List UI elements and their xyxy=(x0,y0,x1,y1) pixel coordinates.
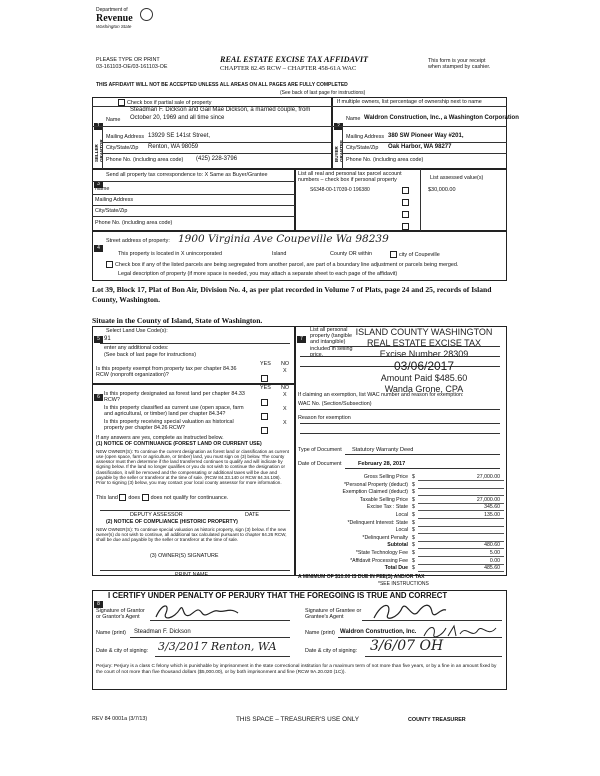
tax-row-currency: $ xyxy=(412,474,415,480)
parcel-checkbox-3[interactable] xyxy=(402,211,409,218)
historic-question: Is this property receiving special valuation as historical property per chapter 84.26 RCW? xyxy=(104,419,234,432)
notice1-text: NEW OWNER(S): To continue the current designation as forest land or classification as current use (open space, farm or agriculture, or timber) land, you must sign on (3) below. The county assessor must then determine if the land transferred continues to qualify and will indicate by signing below. If the land no longer qualifies or you do not wish to continue the designation or classification, it will be removed and the compensating or additional taxes will be due and payable by the seller or transferor at the time of sale. (RCW 84.33.140 or RCW 84.34.108). Prior to signing (3) below, you may contact your local county assessor for more information. xyxy=(96,449,289,485)
grantor-name-label: Name (print) xyxy=(96,630,126,636)
claiming-exemption-label: If claiming an exemption, list WAC number and reason for exemption: xyxy=(298,392,464,398)
legal-label: Legal description of property (if more space is needed, you may attach a separate sheet to each page of the affidavit) xyxy=(118,271,398,277)
parcel-checkbox-1[interactable] xyxy=(402,187,409,194)
seller-phone-value: (425) 228-3796 xyxy=(196,156,238,162)
segregated-box[interactable] xyxy=(106,261,113,268)
land-does-not-box[interactable] xyxy=(142,494,149,501)
deputy-assessor: DEPUTY ASSESSOR xyxy=(130,512,183,518)
tax-row xyxy=(300,497,504,505)
land-use-code: 91 xyxy=(104,336,111,342)
county-treasurer: COUNTY TREASURER xyxy=(408,717,466,723)
partial-sale-box[interactable] xyxy=(118,99,125,106)
date-doc-label: Date of Document xyxy=(298,461,342,467)
tax-row xyxy=(300,512,504,520)
warning-line: THIS AFFIDAVIT WILL NOT BE ACCEPTED UNLESS ALL AREAS ON ALL PAGES ARE FULLY COMPLETED xyxy=(96,82,348,88)
seller-city-value: Renton, WA 98059 xyxy=(148,144,199,150)
tax-row-label: Taxable Selling Price xyxy=(359,496,408,503)
tax-row-label: *State Technology Fee xyxy=(355,549,408,556)
buyer-city-label: City/State/Zip xyxy=(346,145,379,151)
tax-row xyxy=(300,558,504,566)
seller-name-value: Steadman F. Dickson and Gail Mae Dickson, a married couple, from October 20, 1969 and all time since xyxy=(130,107,311,121)
section3-phone: Phone No. (including area code) xyxy=(95,220,173,226)
tax-row-value: 5.00 xyxy=(489,549,500,556)
dept-logo xyxy=(96,8,156,46)
tax-row-label: Excise Tax : State xyxy=(366,504,408,511)
street-label: Street address of property: xyxy=(106,238,170,244)
buyer-phone-label: Phone No. (including area code) xyxy=(346,157,424,163)
print-name-label: PRINT NAME xyxy=(175,572,209,578)
tax-row-currency: $ xyxy=(412,511,415,518)
tax-row-value: 135.00 xyxy=(484,511,500,518)
section8-number: 8 xyxy=(94,592,103,610)
city-of-label xyxy=(390,251,440,258)
yes-header-6: YES xyxy=(260,385,271,391)
land-does-not-label: does not qualify for continuance. xyxy=(150,494,229,501)
seller-phone-label: Phone No. (including area code) xyxy=(106,157,184,163)
section7-number: 7 xyxy=(297,327,306,345)
grantee-date-city: 3/6/07 OH xyxy=(370,638,444,654)
chapter-line: CHAPTER 82.45 RCW – CHAPTER 458-61A WAC xyxy=(220,65,357,72)
seller-mailing-value: 13929 SE 141st Street, xyxy=(148,133,211,139)
legal-description: Lot 39, Block 17, Plat of Bon Air, Division No. 4, as per plat recorded in Volume 7 of Plats, page 24 and 25, records of Island County, Washington. xyxy=(92,285,492,305)
notice2-text: NEW OWNER(S): To continue special valuation as historic property, sign (3) below. If the new owner(s) do not wish to continue, all additional tax calculated pursuant to chapter 84.26 RCW, shall be due and payable by the seller or transferor at the time of sale. xyxy=(96,527,287,543)
dept-line1: Department of xyxy=(96,7,128,13)
date-doc-value: February 28, 2017 xyxy=(358,461,406,467)
stamp-line5: Amount Paid $485.60 xyxy=(380,373,468,383)
tax-row-value: 485.60 xyxy=(484,565,500,572)
buyer-mailing-label: Mailing Address xyxy=(346,134,385,140)
tax-table xyxy=(300,474,504,573)
yes-header-5: YES xyxy=(260,361,271,367)
multiple-owners-note: If multiple owners, list percentage of ownership next to name xyxy=(337,99,482,105)
tax-row xyxy=(300,565,504,573)
type-doc-label: Type of Document xyxy=(298,447,342,453)
island-label: Island xyxy=(272,251,287,257)
tax-row-currency: $ xyxy=(412,489,415,496)
stamp-line4: 03/06/2017 xyxy=(393,359,455,373)
certify-line: I CERTIFY UNDER PENALTY OF PERJURY THAT THE FOREGOING IS TRUE AND CORRECT xyxy=(108,591,448,600)
dept-line2: Revenue xyxy=(96,12,133,24)
segregated-text: Check box if any of the listed parcels are being segregated from another parcel, are part of a boundary line adjustment or parcels being merged. xyxy=(115,261,459,268)
tax-row-label: *Delinquent Interest: State xyxy=(347,519,408,526)
grantee-name-label: Name (print) xyxy=(305,630,335,636)
tax-row-currency: $ xyxy=(412,557,415,564)
tax-row-value: 345.60 xyxy=(484,504,500,511)
land-does-box[interactable] xyxy=(119,494,126,501)
personal-property-label: List all personal property (tangible and intangible) included in selling price. xyxy=(310,327,353,358)
tax-rows xyxy=(300,474,504,573)
grantor-sig-label: Signature of Grantor or Grantor's Agent xyxy=(96,608,145,621)
see-back-line: (See back of last page for instructions) xyxy=(280,90,366,96)
tax-row-label: Exemption Claimed (deduct) xyxy=(342,489,408,496)
tax-row-currency: $ xyxy=(412,542,415,549)
forest-question: Is this property designated as forest land per chapter 84.33 RCW? xyxy=(104,391,245,404)
buyer-section-number: 2 xyxy=(334,114,343,132)
tax-row-value: 27,000.00 xyxy=(476,496,500,503)
buyer-mailing-value: 380 SW Pioneer Way #201, xyxy=(388,133,464,139)
no-header-5: NO xyxy=(281,361,290,367)
situate-line: Situate in the County of Island, State of Washington. xyxy=(92,316,263,325)
tax-row-label: *Affidavit Processing Fee xyxy=(350,557,408,564)
type-doc-value: Statutory Warranty Deed xyxy=(352,447,414,453)
city-of-checkbox[interactable] xyxy=(390,251,397,258)
stamp-line6: Wanda Grone, CPA xyxy=(384,384,464,394)
tax-row-label: *Personal Property (deduct) xyxy=(343,481,408,488)
stamp-line2: REAL ESTATE EXCISE TAX xyxy=(366,338,482,348)
tax-row xyxy=(300,550,504,558)
tax-row xyxy=(300,482,504,490)
section6-number: 6 xyxy=(94,385,103,403)
page-title: REAL ESTATE EXCISE TAX AFFIDAVIT xyxy=(220,55,369,64)
seller-name-label: Name xyxy=(106,117,121,123)
parcel-checkbox-4[interactable] xyxy=(402,223,409,230)
buyer-name-value: Waldron Construction, Inc., a Washington Corporation xyxy=(364,115,519,121)
treasurer-space: THIS SPACE – TREASURER'S USE ONLY xyxy=(236,716,360,723)
tax-row xyxy=(300,535,504,543)
tax-row-value: 480.60 xyxy=(484,542,500,549)
land-use-label: Select Land Use Code(s): xyxy=(106,328,168,334)
form-codes: 03-161103-OE/03-161103-OE xyxy=(96,64,168,70)
tax-row xyxy=(300,542,504,550)
tax-row-currency: $ xyxy=(412,534,415,541)
see-instructions: *SEE INSTRUCTIONS xyxy=(378,581,429,587)
located-in: This property is located in X unincorporated xyxy=(118,251,222,257)
notice1-title: (1) NOTICE OF CONTINUANCE (FOREST LAND OR CURRENT USE) xyxy=(96,441,262,447)
wac-label: WAC No. (Section/Subsection) xyxy=(298,401,372,407)
any-yes-note: If any answers are yes, complete as instructed below. xyxy=(96,435,224,441)
current-use-no-mark: X xyxy=(283,406,287,412)
section4-number: 4 xyxy=(94,236,103,254)
tax-row xyxy=(300,489,504,497)
current-use-question: Is this property classified as current use (open space, farm and agricultural, or timber) land per chapter 84.34? xyxy=(104,405,244,418)
seller-city-label: City/State/Zip xyxy=(106,145,139,151)
grantee-name: Waldron Construction, Inc. xyxy=(340,629,417,635)
this-land-line xyxy=(96,494,228,501)
section3-city: City/State/Zip xyxy=(95,208,128,214)
no-header-6: NO xyxy=(281,385,290,391)
grantor-name: Steadman F. Dickson xyxy=(134,629,191,635)
tax-row xyxy=(300,504,504,512)
reason-label: Reason for exemption xyxy=(298,415,351,421)
tax-row-currency: $ xyxy=(412,481,415,488)
owner-signature-label: (3) OWNER(S) SIGNATURE xyxy=(150,553,219,559)
tax-row-label: Subtotal xyxy=(387,542,408,549)
excise-stamp xyxy=(345,327,503,395)
section5-see-back: (See back of last page for instructions) xyxy=(104,352,196,358)
seller-section-number: 1 xyxy=(94,114,103,132)
dept-line3: Washington State xyxy=(96,23,132,29)
grantor-signature xyxy=(152,601,242,627)
historic-yes-box[interactable] xyxy=(261,421,270,439)
section3-label: Send all property tax correspondence to: X Same as Buyer/Grantee xyxy=(106,172,268,178)
tax-row-label: Gross Selling Price xyxy=(363,474,408,480)
receipt-note1: This form is your receipt xyxy=(428,58,486,64)
exempt-question: Is this property exempt from property tax per chapter 84.36 RCW (nonprofit organization)? xyxy=(96,366,237,379)
partial-sale-label: Check box if partial sale of property xyxy=(127,99,212,106)
grantor-date-city: 3/3/2017 Renton, WA xyxy=(158,640,277,653)
section5-number: 5 xyxy=(94,327,103,345)
tax-row xyxy=(300,527,504,535)
assessed-header: List assessed value(s) xyxy=(430,175,484,181)
additional-codes: enter any additional codes: xyxy=(104,345,169,351)
segregated-checkbox[interactable] xyxy=(106,261,504,268)
tax-row xyxy=(300,474,504,482)
rev-code: REV 84 0001a (3/7/13) xyxy=(92,716,148,722)
forest-no-mark: X xyxy=(283,392,287,398)
stamp-line1: ISLAND COUNTY WASHINGTON xyxy=(355,327,493,337)
parcel-value-1: $30,000.00 xyxy=(428,187,456,193)
deputy-date: DATE xyxy=(245,512,259,518)
receipt-note2: when stamped by cashier. xyxy=(428,64,491,70)
section3-number: 3 xyxy=(94,172,103,190)
seller-mailing-label: Mailing Address xyxy=(106,134,145,140)
tax-row-currency: $ xyxy=(412,549,415,556)
type-or-print: PLEASE TYPE OR PRINT xyxy=(96,57,160,63)
tax-row-label: Local xyxy=(395,511,408,518)
state-seal-icon xyxy=(140,8,153,21)
exempt-no-mark: X xyxy=(283,368,287,374)
tax-row xyxy=(300,520,504,528)
tax-row-label: Local xyxy=(395,527,408,534)
grantee-date-label: Date & city of signing: xyxy=(305,648,358,654)
tax-row-currency: $ xyxy=(412,496,415,503)
city-of-text: city of Coupeville xyxy=(399,251,440,258)
tax-row-label: *Delinquent Penalty xyxy=(362,534,408,541)
section3-name: Name xyxy=(95,186,110,192)
street-value: 1900 Virginia Ave Coupeville Wa 98239 xyxy=(178,233,389,245)
parcel-1: S6348-00-17039-0 196380 xyxy=(310,187,370,193)
tax-row-currency: $ xyxy=(412,527,415,534)
buyer-city-value: Oak Harbor, WA 98277 xyxy=(388,144,452,150)
parcels-header: List all real and personal tax parcel account numbers – check box if personal property xyxy=(298,171,402,184)
land-does-label: does xyxy=(128,494,141,501)
tax-row-value: 27,000.00 xyxy=(476,474,500,480)
minimum-fee-note: A MINIMUM OF $10.00 IS DUE IN FEE(S) AND/OR TAX xyxy=(298,574,425,580)
this-land-label: This land xyxy=(96,494,118,501)
tax-row-currency: $ xyxy=(412,565,415,572)
tax-row-currency: $ xyxy=(412,504,415,511)
perjury-note: Perjury: Perjury is a class C felony which is punishable by imprisonment in the state correctional institution for a maximum term of not more than five years, or by a fine in an amount fixed by the court of not more than five thousand dollars ($5,000.00), or by both imprisonment and fine (RCW 9A.20.020 (1C)). xyxy=(96,664,497,675)
parcel-checkbox-2[interactable] xyxy=(402,199,409,206)
tax-row-value: 0.00 xyxy=(489,557,500,564)
parcel-checkboxes xyxy=(402,187,411,230)
historic-no-mark: X xyxy=(283,420,287,426)
seller-side-label: SELLER GRANTOR xyxy=(94,139,105,162)
buyer-name-label: Name xyxy=(346,116,361,122)
buyer-side-label: BUYER GRANTEE xyxy=(334,139,345,162)
tax-row-currency: $ xyxy=(412,519,415,526)
section3-mailing: Mailing Address xyxy=(95,197,134,203)
grantor-date-label: Date & city of signing: xyxy=(96,648,149,654)
stamp-line3: Excise Number 28309 xyxy=(379,349,469,359)
grantee-sig-label: Signature of Grantee or Grantee's Agent xyxy=(305,608,362,621)
county-label: County OR within xyxy=(330,251,372,257)
notice2-title: (2) NOTICE OF COMPLIANCE (HISTORIC PROPERTY) xyxy=(106,519,238,525)
tax-row-label: Total Due xyxy=(384,565,408,572)
